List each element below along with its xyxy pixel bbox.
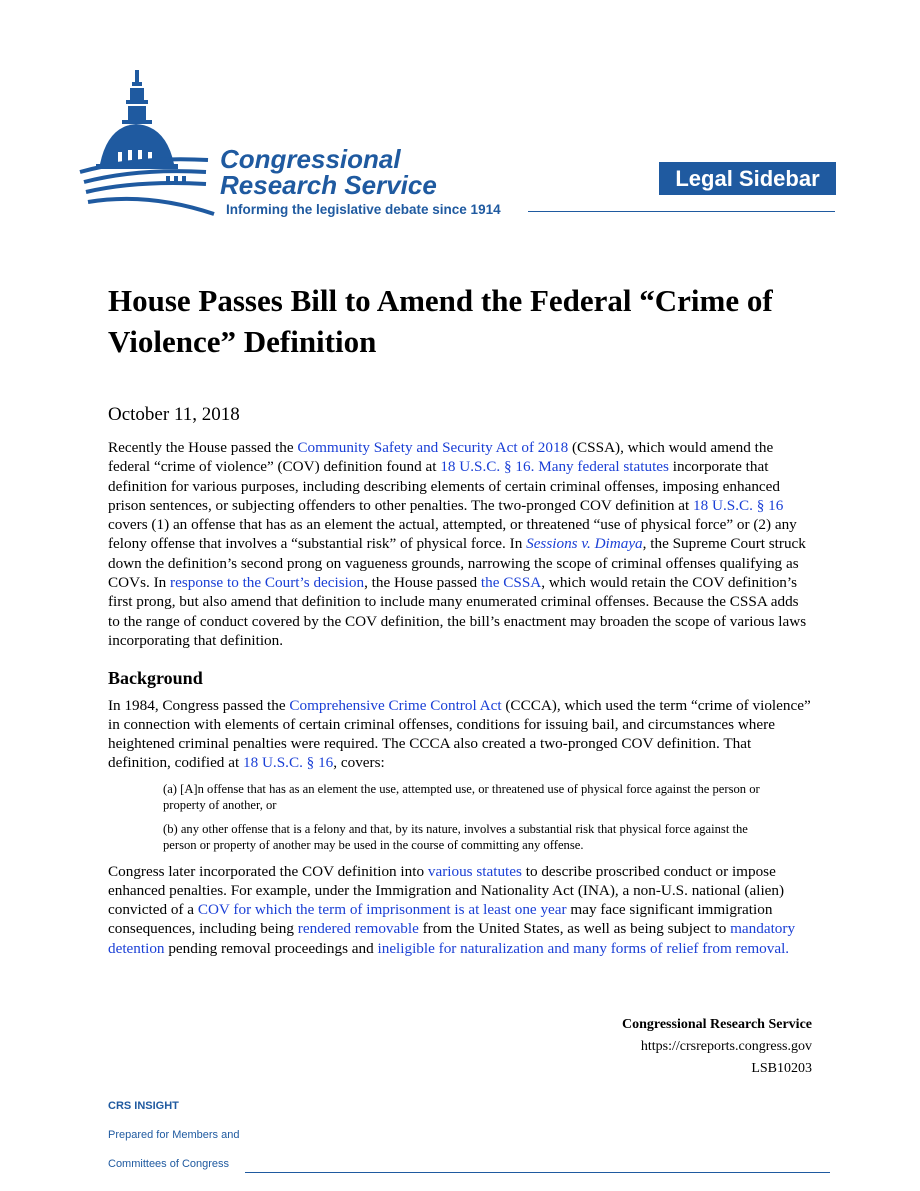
text-run: , which would retain the COV definition’s first prong, but also amend that definition to include many enumerated criminal offenses. Because the CSSA adds to the range of conduct covered by the COV definition, the bill’s enactment may broaden the scope of various laws incorporating that definition. [108,574,807,649]
insight-line2: Committees of Congress [108,1158,230,1170]
background-paragraph [108,696,813,773]
org-name-line2: Research Service [220,170,437,200]
inline-link[interactable]: 18 U.S.C. § 16. [440,458,535,476]
inline-link[interactable]: COV for which the term of imprisonment is at least one year [197,901,567,919]
org-name-line1: Congressional [220,144,401,174]
intro-paragraph [108,438,813,650]
text-run: covers (1) an offense that has as an element the actual, attempted, or threatened “use of physical force” or (2) any felony offense that involves a “substantial risk” of physical force. In [108,516,797,553]
bottom-divider [245,1172,830,1173]
text-run: Recently the House passed the [108,439,298,456]
inline-link[interactable]: Sessions v. Dimaya [526,535,643,553]
inline-link[interactable]: Many federal statutes [538,458,669,476]
org-tagline: Informing the legislative debate since 1914 [226,202,501,217]
quote-prong-b: (b) any other offense that is a felony and that, by its nature, involves a substantial risk that physical force against the person or property of another may be used in the course of committing any offense. [163,822,748,853]
inline-link[interactable]: response to the Court’s decision [170,574,365,592]
inline-link[interactable]: Community Safety and Security Act of 2018 [297,439,569,456]
text-run: Congress later incorporated the COV definition into [108,862,428,880]
inline-link[interactable]: rendered removable [297,920,419,938]
inline-link[interactable]: Comprehensive Crime Control Act [289,696,502,714]
text-run: , covers: [333,754,385,772]
section-heading-background: Background [108,668,203,689]
text-run: from the United States, as well as being subject to [418,920,731,938]
footer-org: Congressional Research Service [621,1017,812,1032]
header-divider [528,211,835,212]
crs-insight-block [108,1100,239,1187]
text-run: to describe proscribed conduct or impose enhanced penalties. For example, under the Immigration and Nationality Act (INA), a non-U.S. national (alien) convicted of a [108,862,785,919]
article-body [108,438,813,958]
text-run: may face significant immigration consequences, including being [108,901,773,938]
inline-link[interactable]: mandatory detention [108,920,796,957]
page-title: House Passes Bill to Amend the Federal “Crime of Violence” Definition [108,283,773,359]
text-run: incorporate that definition for various purposes, including describing elements of certain criminal offenses, imposing enhanced prison sentences, or subjecting offenders to other penalties. The two-pronged COV definition at [108,458,781,514]
inline-link[interactable]: the CSSA [480,574,542,592]
publication-date: October 11, 2018 [108,404,240,425]
text-run: In 1984, Congress passed the [108,696,290,714]
report-id: LSB10203 [751,1061,812,1076]
text-run: pending removal proceedings and [164,939,378,957]
text-run: , the Supreme Court struck down the definition’s second prong on vagueness grounds, narrowing the scope of criminal offenses qualifying as COVs. In [108,535,806,592]
insight-kind: CRS INSIGHT [108,1100,179,1112]
insight-line1: Prepared for Members and [108,1129,240,1141]
report-footer [622,1014,812,1080]
inline-link[interactable]: various statutes [427,862,522,880]
inline-link[interactable]: 18 U.S.C. § 16 [693,496,784,514]
inline-link[interactable]: 18 U.S.C. § 16 [242,754,334,772]
legal-sidebar-badge: Legal Sidebar [659,162,836,195]
org-name [220,146,437,198]
incorporation-paragraph [108,862,813,958]
text-run: (CSSA), which would amend the federal “crime of violence” (COV) definition found at [108,439,774,476]
inline-link[interactable]: ineligible for naturalization and many forms of relief from removal. [377,939,790,957]
footer-url[interactable]: https://crsreports.congress.gov [640,1039,812,1054]
quote-prong-a: (a) [A]n offense that has as an element the use, attempted use, or threatened use of physical force against the person or property of another, or [163,781,760,812]
text-run: , the House passed [364,574,481,592]
text-run: (CCCA), which used the term “crime of violence” in connection with elements of certain criminal offenses, conditions for issuing bail, and circumstances where heightened criminal penalties were required. The CCCA also created a two-pronged COV definition. That definition, codified at [108,696,811,772]
